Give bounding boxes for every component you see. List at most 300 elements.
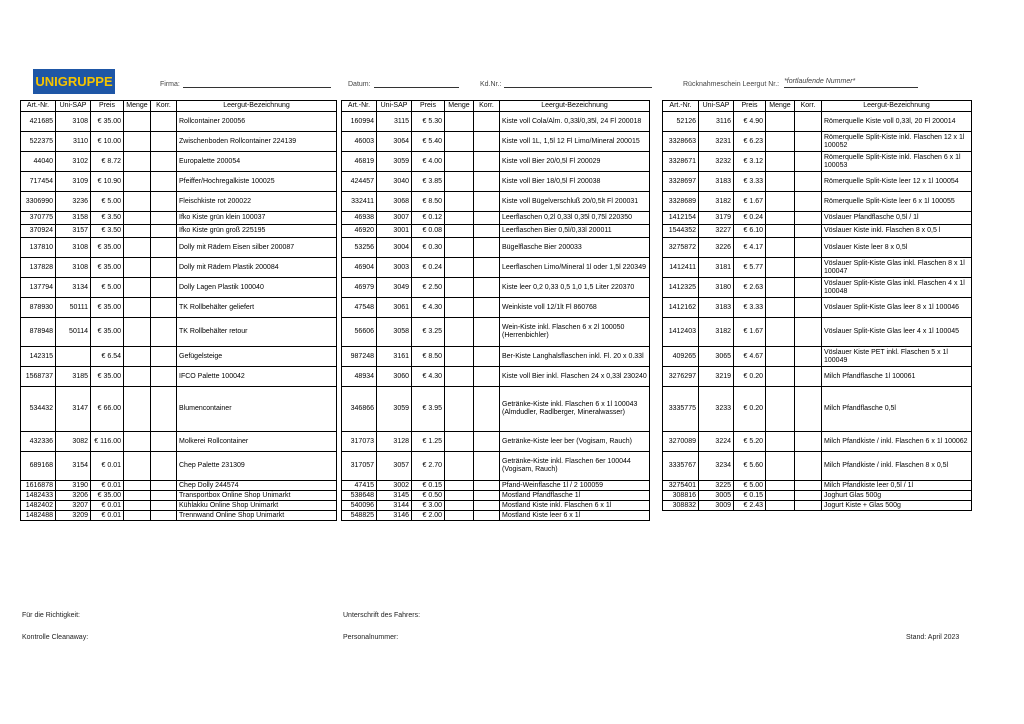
preis-cell: € 4.17: [734, 238, 766, 258]
korr-cell[interactable]: [474, 501, 500, 511]
korr-cell[interactable]: [151, 298, 177, 318]
korr-cell[interactable]: [795, 481, 822, 491]
menge-cell[interactable]: [766, 112, 795, 132]
art-nr-cell: 3328689: [663, 192, 699, 212]
uni-sap-cell: 3004: [377, 238, 412, 258]
uni-sap-cell: 3068: [377, 192, 412, 212]
preis-cell: € 3.00: [412, 501, 445, 511]
column-header: Uni-SAP: [377, 101, 412, 112]
uni-sap-cell: 3144: [377, 501, 412, 511]
table-row: [663, 152, 972, 172]
korr-cell[interactable]: [474, 318, 500, 347]
art-nr-cell: 424457: [342, 172, 377, 192]
art-nr-cell: 1482433: [21, 491, 56, 501]
art-nr-cell: 1412403: [663, 318, 699, 347]
korr-cell[interactable]: [151, 132, 177, 152]
column-header: Leergut-Bezeichnung: [822, 101, 972, 112]
table-row: [663, 112, 972, 132]
korr-cell[interactable]: [795, 318, 822, 347]
table-row: [21, 258, 337, 278]
table-row: [663, 258, 972, 278]
menge-cell[interactable]: [124, 511, 151, 521]
korr-cell[interactable]: [795, 367, 822, 387]
art-nr-cell: 538648: [342, 491, 377, 501]
uni-sap-cell: 3161: [377, 347, 412, 367]
art-nr-cell: 878948: [21, 318, 56, 347]
menge-cell[interactable]: [766, 318, 795, 347]
bezeichnung-cell: Vöslauer Kiste PET inkl. Flaschen 5 x 1l 100049: [822, 347, 972, 367]
table-row: [21, 192, 337, 212]
table-row: [663, 238, 972, 258]
bezeichnung-cell: Milch Pfandflasche 0,5l: [822, 387, 972, 432]
korr-cell[interactable]: [474, 132, 500, 152]
table-row: [663, 192, 972, 212]
preis-cell: € 35.00: [91, 112, 124, 132]
menge-cell[interactable]: [766, 212, 795, 225]
korr-cell[interactable]: [151, 387, 177, 432]
menge-cell[interactable]: [124, 501, 151, 511]
table-row: [663, 212, 972, 225]
table-row: [21, 491, 337, 501]
table-row: [342, 278, 650, 298]
korr-cell[interactable]: [151, 452, 177, 481]
art-nr-cell: 46904: [342, 258, 377, 278]
bezeichnung-cell: Weinkiste voll 12/1lt Fl 860768: [500, 298, 650, 318]
table-row: [342, 491, 650, 501]
korr-cell[interactable]: [151, 511, 177, 521]
uni-sap-cell: 3145: [377, 491, 412, 501]
column-header: Korr.: [795, 101, 822, 112]
art-nr-cell: 534432: [21, 387, 56, 432]
menge-cell[interactable]: [445, 278, 474, 298]
korr-cell[interactable]: [795, 298, 822, 318]
menge-cell[interactable]: [124, 367, 151, 387]
korr-cell[interactable]: [474, 481, 500, 491]
firma-field[interactable]: [160, 78, 331, 88]
bezeichnung-cell: Vöslauer Kiste leer 8 x 0,5l: [822, 238, 972, 258]
menge-cell[interactable]: [766, 432, 795, 452]
bezeichnung-cell: Dolly mit Rädern Eisen silber 200087: [177, 238, 337, 258]
column-header: Uni-SAP: [56, 101, 91, 112]
menge-cell[interactable]: [445, 432, 474, 452]
art-nr-cell: 46003: [342, 132, 377, 152]
korr-cell[interactable]: [474, 432, 500, 452]
menge-cell[interactable]: [124, 212, 151, 225]
preis-cell: € 8.50: [412, 347, 445, 367]
bezeichnung-cell: Dolly mit Rädern Plastik 200084: [177, 258, 337, 278]
ruecknahme-field[interactable]: [683, 78, 918, 88]
korr-cell[interactable]: [474, 452, 500, 481]
korr-cell[interactable]: [795, 387, 822, 432]
korr-cell[interactable]: [795, 452, 822, 481]
menge-cell[interactable]: [445, 212, 474, 225]
korr-cell[interactable]: [151, 347, 177, 367]
art-nr-cell: 522375: [21, 132, 56, 152]
art-nr-cell: 137794: [21, 278, 56, 298]
menge-cell[interactable]: [124, 298, 151, 318]
korr-cell[interactable]: [151, 278, 177, 298]
firma-label: Firma:: [160, 81, 180, 88]
bezeichnung-cell: Römerquelle Split-Kiste leer 6 x 1l 100055: [822, 192, 972, 212]
datum-field[interactable]: [348, 78, 459, 88]
bezeichnung-cell: Mostland Kiste inkl. Flaschen 6 x 1l: [500, 501, 650, 511]
bezeichnung-cell: Fleischkiste rot 200022: [177, 192, 337, 212]
preis-cell: € 10.90: [91, 172, 124, 192]
menge-cell[interactable]: [124, 192, 151, 212]
menge-cell[interactable]: [124, 387, 151, 432]
preis-cell: € 1.25: [412, 432, 445, 452]
table-row: [663, 132, 972, 152]
menge-cell[interactable]: [445, 367, 474, 387]
datum-label: Datum:: [348, 81, 371, 88]
uni-sap-cell: 3060: [377, 367, 412, 387]
korr-cell[interactable]: [795, 192, 822, 212]
art-nr-cell: 878930: [21, 298, 56, 318]
column-header: Preis: [734, 101, 766, 112]
bezeichnung-cell: Chep Dolly 244574: [177, 481, 337, 491]
menge-cell[interactable]: [124, 132, 151, 152]
table-row: [342, 238, 650, 258]
uni-sap-cell: 3185: [56, 367, 91, 387]
menge-cell[interactable]: [124, 278, 151, 298]
preis-cell: € 5.30: [412, 112, 445, 132]
bezeichnung-cell: Mostland Kiste leer 6 x 1l: [500, 511, 650, 521]
table-row: [342, 387, 650, 432]
menge-cell[interactable]: [124, 432, 151, 452]
uni-sap-cell: 3219: [699, 367, 734, 387]
preis-cell: € 116.00: [91, 432, 124, 452]
bezeichnung-cell: Rollcontainer 200056: [177, 112, 337, 132]
korr-cell[interactable]: [151, 152, 177, 172]
korr-cell[interactable]: [151, 432, 177, 452]
uni-sap-cell: 3115: [377, 112, 412, 132]
korr-cell[interactable]: [474, 387, 500, 432]
menge-cell[interactable]: [445, 511, 474, 521]
korr-cell[interactable]: [151, 318, 177, 347]
preis-cell: € 2.43: [734, 501, 766, 511]
korr-cell[interactable]: [474, 238, 500, 258]
table-row: [21, 481, 337, 491]
bezeichnung-cell: Joghurt Glas 500g: [822, 491, 972, 501]
menge-cell[interactable]: [445, 238, 474, 258]
bezeichnung-cell: Kiste voll Bier 18/0,5l Fl 200038: [500, 172, 650, 192]
uni-sap-cell: 3147: [56, 387, 91, 432]
uni-sap-cell: 3003: [377, 258, 412, 278]
korr-cell[interactable]: [151, 112, 177, 132]
preis-cell: € 5.00: [91, 278, 124, 298]
stand-label: Stand: April 2023: [906, 634, 960, 641]
korr-cell[interactable]: [151, 367, 177, 387]
korr-cell[interactable]: [795, 491, 822, 501]
art-nr-cell: 3328697: [663, 172, 699, 192]
menge-cell[interactable]: [766, 452, 795, 481]
table-row: [663, 481, 972, 491]
uni-sap-cell: 3059: [377, 152, 412, 172]
bezeichnung-cell: Kiste leer 0,2 0,33 0,5 1,0 1,5 Liter 220370: [500, 278, 650, 298]
preis-cell: € 0.24: [412, 258, 445, 278]
menge-cell[interactable]: [445, 112, 474, 132]
korr-cell[interactable]: [151, 225, 177, 238]
bezeichnung-cell: Kühlakku Online Shop Unimarkt: [177, 501, 337, 511]
preis-cell: € 66.00: [91, 387, 124, 432]
uni-sap-cell: 3146: [377, 511, 412, 521]
bezeichnung-cell: Ber-Kiste Langhalsflaschen inkl. Fl. 20 x 0.33l: [500, 347, 650, 367]
menge-cell[interactable]: [445, 481, 474, 491]
art-nr-cell: 3276297: [663, 367, 699, 387]
kdnr-field[interactable]: [480, 78, 652, 88]
menge-cell[interactable]: [766, 172, 795, 192]
art-nr-cell: 142315: [21, 347, 56, 367]
preis-cell: € 0.01: [91, 452, 124, 481]
leergut-table-2: [341, 100, 650, 521]
bezeichnung-cell: Bügelflasche Bier 200033: [500, 238, 650, 258]
art-nr-cell: 987248: [342, 347, 377, 367]
art-nr-cell: 3275401: [663, 481, 699, 491]
menge-cell[interactable]: [445, 152, 474, 172]
korr-cell[interactable]: [474, 112, 500, 132]
uni-sap-cell: 3190: [56, 481, 91, 491]
menge-cell[interactable]: [766, 278, 795, 298]
column-header: Preis: [91, 101, 124, 112]
ruecknahme-value: *fortlaufende Nummer*: [784, 78, 918, 88]
menge-cell[interactable]: [445, 491, 474, 501]
korr-cell[interactable]: [795, 432, 822, 452]
menge-cell[interactable]: [766, 298, 795, 318]
preis-cell: € 4.90: [734, 112, 766, 132]
uni-sap-cell: 3049: [377, 278, 412, 298]
menge-cell[interactable]: [124, 452, 151, 481]
menge-cell[interactable]: [766, 152, 795, 172]
menge-cell[interactable]: [445, 258, 474, 278]
bezeichnung-cell: Vöslauer Split-Kiste Glas leer 4 x 1l 100045: [822, 318, 972, 347]
art-nr-cell: 53256: [342, 238, 377, 258]
menge-cell[interactable]: [124, 258, 151, 278]
bezeichnung-cell: Vöslauer Kiste inkl. Flaschen 8 x 0,5 l: [822, 225, 972, 238]
bezeichnung-cell: Milch Pfandkiste / inkl. Flaschen 6 x 1l 100062: [822, 432, 972, 452]
uni-sap-cell: 3108: [56, 112, 91, 132]
uni-sap-cell: 3207: [56, 501, 91, 511]
uni-sap-cell: 3183: [699, 298, 734, 318]
uni-sap-cell: 3236: [56, 192, 91, 212]
korr-cell[interactable]: [151, 192, 177, 212]
korr-cell[interactable]: [474, 511, 500, 521]
uni-sap-cell: 3057: [377, 452, 412, 481]
table-row: [21, 501, 337, 511]
korr-cell[interactable]: [151, 238, 177, 258]
korr-cell[interactable]: [795, 501, 822, 511]
table-row: [21, 132, 337, 152]
uni-sap-cell: 3226: [699, 238, 734, 258]
table-row: [21, 238, 337, 258]
table-row: [663, 172, 972, 192]
preis-cell: € 4.67: [734, 347, 766, 367]
menge-cell[interactable]: [124, 481, 151, 491]
menge-cell[interactable]: [766, 481, 795, 491]
menge-cell[interactable]: [124, 491, 151, 501]
uni-sap-cell: 3007: [377, 212, 412, 225]
korr-cell[interactable]: [795, 347, 822, 367]
art-nr-cell: 1412162: [663, 298, 699, 318]
bezeichnung-cell: Milch Pfandkiste leer 0,5l / 1l: [822, 481, 972, 491]
table-row: [21, 452, 337, 481]
table-row: [21, 511, 337, 521]
bezeichnung-cell: Wein-Kiste inkl. Flaschen 6 x 2l 100050 (Herrenbichler): [500, 318, 650, 347]
table-row: [663, 318, 972, 347]
korr-cell[interactable]: [795, 132, 822, 152]
bezeichnung-cell: Römerquelle Split-Kiste inkl. Flaschen 6 x 1l 100053: [822, 152, 972, 172]
art-nr-cell: 717454: [21, 172, 56, 192]
uni-sap-cell: 3009: [699, 501, 734, 511]
korr-cell[interactable]: [474, 367, 500, 387]
uni-sap-cell: 3110: [56, 132, 91, 152]
menge-cell[interactable]: [445, 452, 474, 481]
preis-cell: € 0.01: [91, 501, 124, 511]
art-nr-cell: 3335775: [663, 387, 699, 432]
uni-sap-cell: 3233: [699, 387, 734, 432]
menge-cell[interactable]: [124, 347, 151, 367]
preis-cell: € 6.54: [91, 347, 124, 367]
menge-cell[interactable]: [766, 225, 795, 238]
korr-cell[interactable]: [474, 491, 500, 501]
korr-cell[interactable]: [795, 258, 822, 278]
menge-cell[interactable]: [766, 132, 795, 152]
korr-cell[interactable]: [151, 258, 177, 278]
art-nr-cell: 540096: [342, 501, 377, 511]
korr-cell[interactable]: [795, 238, 822, 258]
korr-cell[interactable]: [474, 212, 500, 225]
column-header: Menge: [766, 101, 795, 112]
korr-cell[interactable]: [795, 172, 822, 192]
art-nr-cell: 1412325: [663, 278, 699, 298]
menge-cell[interactable]: [445, 225, 474, 238]
art-nr-cell: 47415: [342, 481, 377, 491]
art-nr-cell: 370775: [21, 212, 56, 225]
menge-cell[interactable]: [445, 192, 474, 212]
preis-cell: € 5.77: [734, 258, 766, 278]
art-nr-cell: 46819: [342, 152, 377, 172]
menge-cell[interactable]: [766, 367, 795, 387]
column-header: Art.-Nr.: [21, 101, 56, 112]
korr-cell[interactable]: [795, 112, 822, 132]
header-row: [21, 101, 337, 112]
uni-sap-cell: 3108: [56, 238, 91, 258]
table-row: [663, 452, 972, 481]
korr-cell[interactable]: [795, 278, 822, 298]
menge-cell[interactable]: [766, 192, 795, 212]
korr-cell[interactable]: [474, 192, 500, 212]
preis-cell: € 1.67: [734, 318, 766, 347]
menge-cell[interactable]: [445, 172, 474, 192]
menge-cell[interactable]: [124, 112, 151, 132]
uni-sap-cell: 3116: [699, 112, 734, 132]
preis-cell: € 3.85: [412, 172, 445, 192]
korr-cell[interactable]: [795, 152, 822, 172]
uni-sap-cell: 3181: [699, 258, 734, 278]
preis-cell: € 6.23: [734, 132, 766, 152]
preis-cell: € 4.30: [412, 298, 445, 318]
column-header: Preis: [412, 101, 445, 112]
bezeichnung-cell: Getränke-Kiste inkl. Flaschen 6er 100044 (Vogisam, Rauch): [500, 452, 650, 481]
table-row: [663, 347, 972, 367]
menge-cell[interactable]: [766, 258, 795, 278]
bezeichnung-cell: Kiste voll Bügelverschluß 20/0,5lt Fl 200031: [500, 192, 650, 212]
menge-cell[interactable]: [124, 172, 151, 192]
art-nr-cell: 308832: [663, 501, 699, 511]
bezeichnung-cell: Kiste voll Bier inkl. Flaschen 24 x 0,33l 230240: [500, 367, 650, 387]
korr-cell[interactable]: [474, 258, 500, 278]
uni-sap-cell: 3154: [56, 452, 91, 481]
menge-cell[interactable]: [766, 491, 795, 501]
korr-cell[interactable]: [151, 172, 177, 192]
korr-cell[interactable]: [151, 481, 177, 491]
menge-cell[interactable]: [766, 501, 795, 511]
art-nr-cell: 3270089: [663, 432, 699, 452]
preis-cell: € 35.00: [91, 491, 124, 501]
menge-cell[interactable]: [445, 347, 474, 367]
preis-cell: € 8.72: [91, 152, 124, 172]
bezeichnung-cell: Römerquelle Split-Kiste leer 12 x 1l 100054: [822, 172, 972, 192]
uni-sap-cell: 3224: [699, 432, 734, 452]
menge-cell[interactable]: [766, 387, 795, 432]
table-row: [21, 387, 337, 432]
korr-cell[interactable]: [474, 172, 500, 192]
menge-cell[interactable]: [124, 238, 151, 258]
table-row: [342, 452, 650, 481]
menge-cell[interactable]: [766, 347, 795, 367]
table-row: [342, 172, 650, 192]
table-row: [21, 318, 337, 347]
header-row: [342, 101, 650, 112]
menge-cell[interactable]: [124, 225, 151, 238]
menge-cell[interactable]: [445, 298, 474, 318]
art-nr-cell: 160994: [342, 112, 377, 132]
table-row: [342, 481, 650, 491]
korr-cell[interactable]: [474, 225, 500, 238]
menge-cell[interactable]: [445, 318, 474, 347]
preis-cell: € 35.00: [91, 367, 124, 387]
preis-cell: € 0.12: [412, 212, 445, 225]
uni-sap-cell: 3128: [377, 432, 412, 452]
menge-cell[interactable]: [124, 318, 151, 347]
korr-cell[interactable]: [474, 298, 500, 318]
bezeichnung-cell: Blumencontainer: [177, 387, 337, 432]
korr-cell[interactable]: [795, 212, 822, 225]
art-nr-cell: 3275872: [663, 238, 699, 258]
menge-cell[interactable]: [445, 132, 474, 152]
korr-cell[interactable]: [151, 491, 177, 501]
table-row: [342, 367, 650, 387]
preis-cell: € 3.33: [734, 298, 766, 318]
korr-cell[interactable]: [795, 225, 822, 238]
bezeichnung-cell: Getränke-Kiste inkl. Flaschen 6 x 1l 100043 (Almdudler, Radlberger, Mineralwasser): [500, 387, 650, 432]
uni-sap-cell: 3064: [377, 132, 412, 152]
korr-cell[interactable]: [474, 347, 500, 367]
korr-cell[interactable]: [151, 212, 177, 225]
korr-cell[interactable]: [474, 278, 500, 298]
table-row: [21, 225, 337, 238]
korr-cell[interactable]: [474, 152, 500, 172]
menge-cell[interactable]: [766, 238, 795, 258]
menge-cell[interactable]: [445, 387, 474, 432]
preis-cell: € 35.00: [91, 298, 124, 318]
menge-cell[interactable]: [124, 152, 151, 172]
menge-cell[interactable]: [445, 501, 474, 511]
art-nr-cell: 317073: [342, 432, 377, 452]
korr-cell[interactable]: [151, 501, 177, 511]
uni-sap-cell: 3040: [377, 172, 412, 192]
table-row: [342, 112, 650, 132]
preis-cell: € 5.00: [734, 481, 766, 491]
